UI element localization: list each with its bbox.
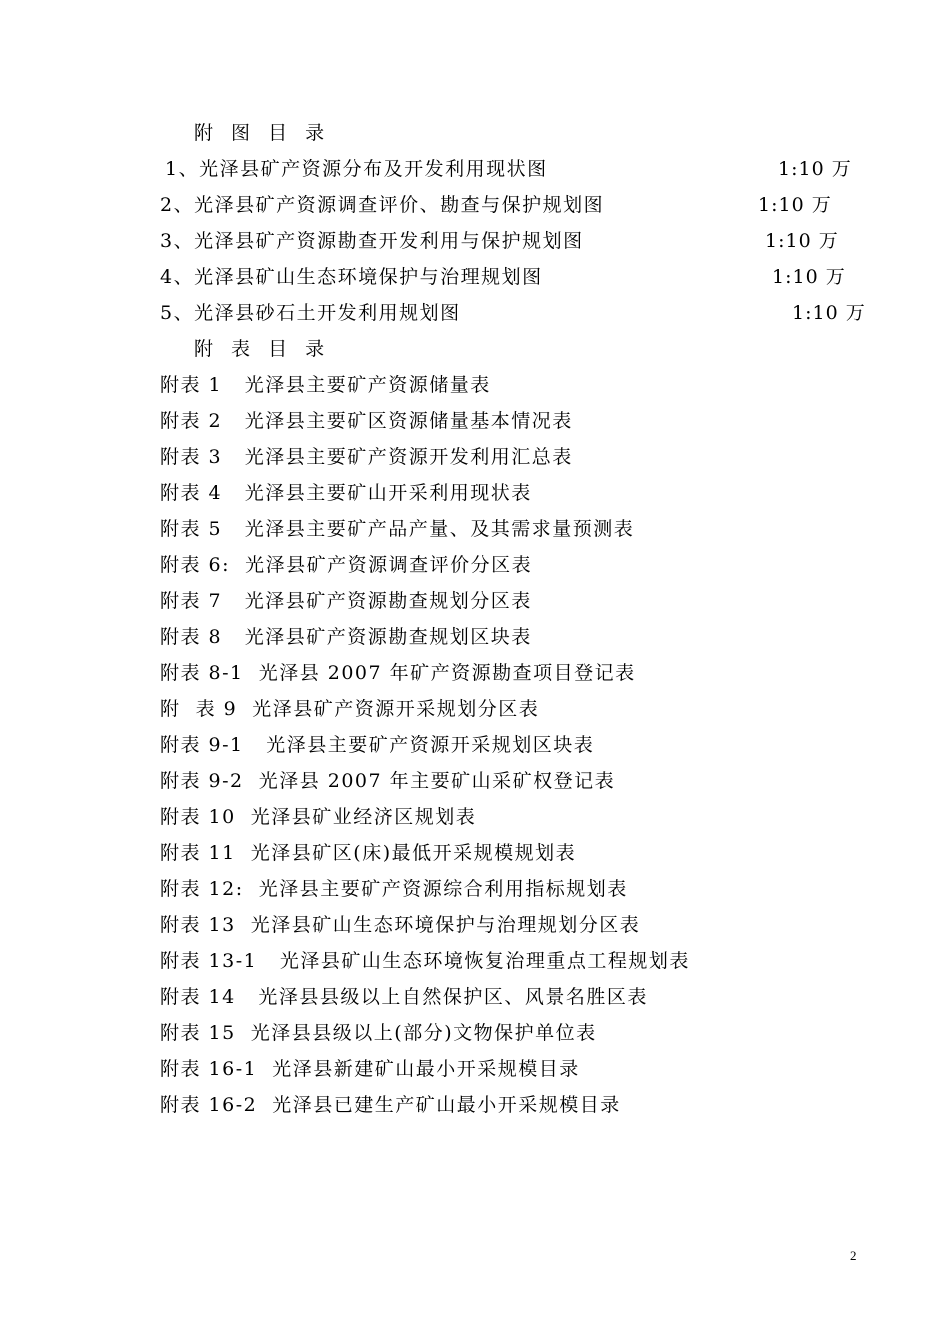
table-item: 附表 9-2 光泽县 2007 年主要矿山采矿权登记表 bbox=[160, 770, 616, 792]
table-item: 附表 8-1 光泽县 2007 年矿产资源勘查项目登记表 bbox=[160, 662, 636, 684]
figures-heading: 附 图 目 录 bbox=[194, 122, 331, 144]
table-item: 附表 16-1 光泽县新建矿山最小开采规模目录 bbox=[160, 1058, 580, 1080]
table-item: 附表 7 光泽县矿产资源勘查规划分区表 bbox=[160, 590, 532, 612]
table-item: 附表 15 光泽县县级以上(部分)文物保护单位表 bbox=[160, 1022, 597, 1044]
figure-scale: 1:10 万 bbox=[792, 302, 866, 324]
table-item: 附表 11 光泽县矿区(床)最低开采规模规划表 bbox=[160, 842, 577, 864]
table-item: 附表 14 光泽县县级以上自然保护区、风景名胜区表 bbox=[160, 986, 648, 1008]
figure-scale: 1:10 万 bbox=[758, 194, 832, 216]
table-item: 附表 3 光泽县主要矿产资源开发利用汇总表 bbox=[160, 446, 573, 468]
table-item: 附表 6: 光泽县矿产资源调查评价分区表 bbox=[160, 554, 533, 576]
table-item: 附表 9-1 光泽县主要矿产资源开采规划区块表 bbox=[160, 734, 595, 756]
table-item: 附表 5 光泽县主要矿产品产量、及其需求量预测表 bbox=[160, 518, 635, 540]
figure-scale: 1:10 万 bbox=[778, 158, 852, 180]
figure-item: 5、光泽县砂石土开发利用规划图 bbox=[160, 302, 461, 324]
figure-scale: 1:10 万 bbox=[772, 266, 846, 288]
table-item: 附表 13-1 光泽县矿山生态环境恢复治理重点工程规划表 bbox=[160, 950, 690, 972]
figure-item: 3、光泽县矿产资源勘查开发利用与保护规划图 bbox=[160, 230, 584, 252]
table-item: 附表 4 光泽县主要矿山开采利用现状表 bbox=[160, 482, 532, 504]
page-number: 2 bbox=[850, 1248, 857, 1263]
table-item: 附表 16-2 光泽县已建生产矿山最小开采规模目录 bbox=[160, 1094, 621, 1116]
table-item: 附 表 9 光泽县矿产资源开采规划分区表 bbox=[160, 698, 540, 720]
tables-heading: 附 表 目 录 bbox=[194, 338, 331, 360]
table-item: 附表 12: 光泽县主要矿产资源综合利用指标规划表 bbox=[160, 878, 628, 900]
table-item: 附表 8 光泽县矿产资源勘查规划区块表 bbox=[160, 626, 532, 648]
table-item: 附表 10 光泽县矿业经济区规划表 bbox=[160, 806, 477, 828]
table-item: 附表 1 光泽县主要矿产资源储量表 bbox=[160, 374, 491, 396]
table-item: 附表 13 光泽县矿山生态环境保护与治理规划分区表 bbox=[160, 914, 641, 936]
figure-item: 4、光泽县矿山生态环境保护与治理规划图 bbox=[160, 266, 543, 288]
figure-item: 1、光泽县矿产资源分布及开发利用现状图 bbox=[165, 158, 548, 180]
figure-scale: 1:10 万 bbox=[765, 230, 839, 252]
table-item: 附表 2 光泽县主要矿区资源储量基本情况表 bbox=[160, 410, 573, 432]
figure-item: 2、光泽县矿产资源调查评价、勘查与保护规划图 bbox=[160, 194, 605, 216]
